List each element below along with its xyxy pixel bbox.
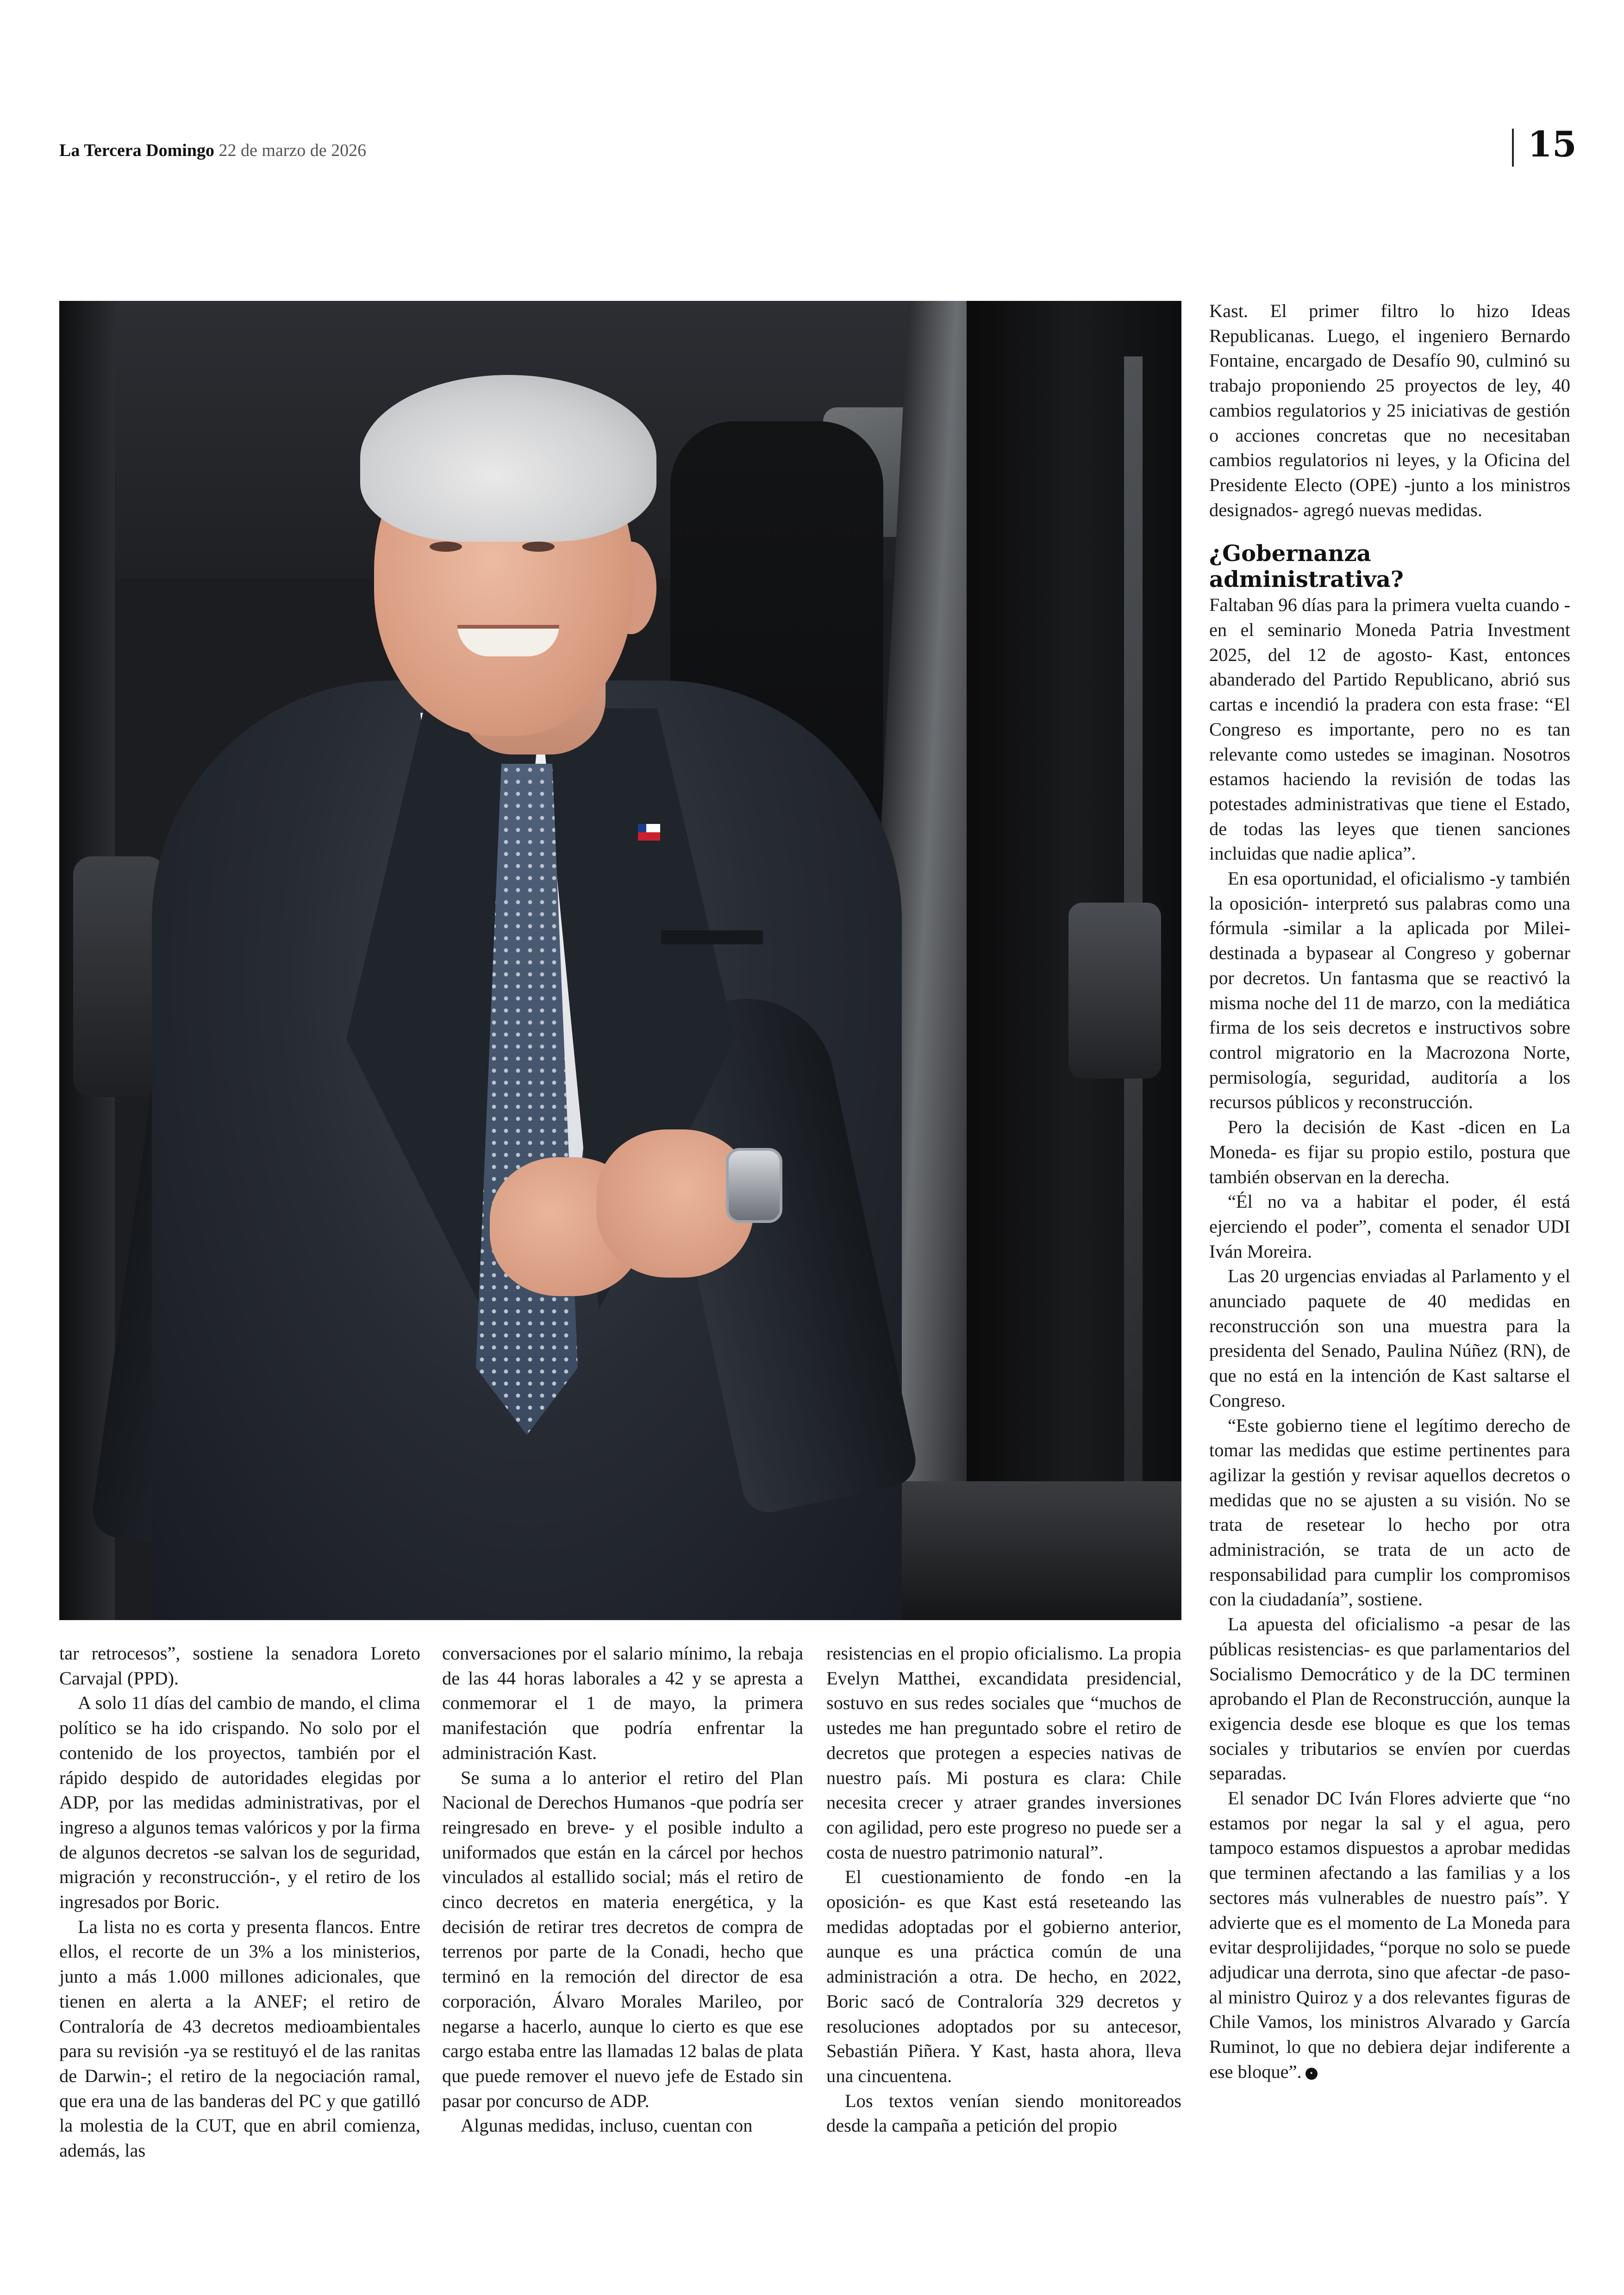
paragraph: La apuesta del oficialismo -a pesar de las públicas resistencias- es que parlamentarios del Socialismo Democrático y de la DC terminen aprobando el Plan de Reconstrucción, aunque la exigencia desde ese bloque es que los temas sociales y tributarios se envíen por cuerdas separadas. xyxy=(1209,1614,1570,1784)
photo-man-exiting-car xyxy=(59,301,1181,1620)
paragraph: Faltaban 96 días para la primera vuelta cuando -en el seminario Moneda Patria Investment 2025, del 12 de agosto- Kast, entonces abanderado del Partido Republicano, abrió sus cartas e incendió la pradera con esta frase: “El Congreso es importante, pero no es tan relevante como ustedes se imaginan. Nosotros estamos haciendo la revisión de todas las potestades administrativas que tiene el Estado, de todas las leyes que tienen sanciones incluidas que nadie aplica”. xyxy=(1209,594,1570,864)
paragraph: Las 20 urgencias enviadas al Parlamento y el anunciado paquete de 40 medidas en reconstrucción son una muestra para la presidenta del Senado, Paulina Núñez (RN), de que no está en la intención de Kast saltarse el Congreso. xyxy=(1209,1266,1570,1411)
paragraph: tar retrocesos”, sostiene la senadora Loreto Carvajal (PPD). xyxy=(59,1643,420,1689)
paragraph: El cuestionamiento de fondo -en la oposición- es que Kast está reseteando las medidas adoptadas por el gobierno anterior, aunque es una práctica común de una administración a otra. De hecho, en 2022, Boric sacó de Contraloría 329 decretos y resoluciones adoptados por su antecesor, Sebastián Piñera. Y Kast, hasta ahora, lleva una cincuentena. xyxy=(826,1866,1181,2086)
newspaper-name: La Tercera Domingo xyxy=(59,141,214,160)
text-column-4 xyxy=(1209,299,1570,2084)
text-column-3 xyxy=(826,1641,1181,2138)
page-number: 15 xyxy=(1528,124,1577,165)
header-divider xyxy=(1512,129,1514,167)
paragraph: resistencias en el propio oficialismo. La propia Evelyn Matthei, excandidata presidencial, sostuvo en sus redes sociales que “muchos de ustedes me han preguntado sobre el retiro de decretos que protegen a especies nativas de nuestro país. Mi postura es clara: Chile necesita crecer y atraer grandes inversiones con agilidad, pero este progreso no puede ser a costa de nuestro patrimonio natural”. xyxy=(826,1643,1181,1863)
paragraph: “Este gobierno tiene el legítimo derecho de tomar las medidas que estime pertinentes para agilizar la gestión y revisar aquellos decretos o medidas que no se ajusten a su visión. No se trata de resetear lo hecho por otra administración, se trata de un acto de responsabilidad para cumplir los compromisos con la ciudadanía”, sostiene. xyxy=(1209,1415,1570,1610)
paragraph-text: El senador DC Iván Flores advierte que “no estamos por negar la sal y el agua, pero tampoco estamos dispuestos a aprobar medidas que terminen afectando a las familias y a los sectores más vulnerables de nuestro país”. Y advierte que es el momento de La Moneda para evitar desprolijidades, “porque no solo se puede adjudicar una derrota, sino que afectar -de paso- al ministro Quiroz y a dos relevantes figuras de Chile Vamos, los ministros Alvarado y García Ruminot, lo que no debiera dejar indiferente a ese bloque”. xyxy=(1209,1788,1570,2082)
publication-date: 22 de marzo de 2026 xyxy=(219,141,367,160)
chile-flag-pin-icon xyxy=(638,824,660,841)
paragraph: “Él no va a habitar el poder, él está ejerciendo el poder”, comenta el senador UDI Iván Moreira. xyxy=(1209,1191,1570,1262)
photo-breast-pocket xyxy=(661,930,763,944)
photo-left-eye xyxy=(430,542,462,552)
paragraph: Los textos venían siendo monitoreados desde la campaña a petición del propio xyxy=(826,2090,1181,2136)
paragraph: conversaciones por el salario mínimo, la rebaja de las 44 horas laborales a 42 y se apresta a conmemorar el 1 de mayo, la primera manifestación que podría enfrentar la administración Kast. xyxy=(442,1643,803,1763)
paragraph-final xyxy=(1209,1786,1570,2084)
end-of-article-icon: • xyxy=(1305,2068,1318,2080)
paragraph: Algunas medidas, incluso, cuentan con xyxy=(461,2115,753,2136)
paragraph: En esa oportunidad, el oficialismo -y también la oposición- interpretó sus palabras como una fórmula -similar a la aplicada por Milei- destinada a bypasear al Congreso y gobernar por decretos. Un fantasma que se reactivó la misma noche del 11 de marzo, con la mediática firma de los seis decretos e instructivos sobre control migratorio en la Macrozona Norte, permisología, seguridad, auditoría a los recursos públicos y reconstrucción. xyxy=(1209,868,1570,1113)
photo-right-eye xyxy=(522,542,555,552)
paragraph: Se suma a lo anterior el retiro del Plan Nacional de Derechos Humanos -que podría ser reingresado en breve- y el posible indulto a uniformados que están en la cárcel por hechos vinculados al estallido social; más el retiro de cinco decretos en materia energética, y la decisión de retirar tres decretos de compra de terrenos por parte de la Conadi, hecho que terminó en la remoción del director de esa corporación, Álvaro Morales Marileo, por negarse a hacerlo, aunque lo cierto es que ese cargo estaba entre las llamadas 12 balas de plata que puede remover el nuevo jefe de Estado sin pasar por concurso de ADP. xyxy=(442,1767,803,2111)
paragraph: Pero la decisión de Kast -dicen en La Moneda- es fijar su propio estilo, postura que también observan en la derecha. xyxy=(1209,1116,1570,1187)
wristwatch-icon xyxy=(726,1148,782,1223)
paragraph: Kast. El primer filtro lo hizo Ideas Republicanas. Luego, el ingeniero Bernardo Fontaine, encargado de Desafío 90, culminó su trabajo proponiendo 25 proyectos de ley, 40 cambios regulatorios y 25 iniciativas de gestión o acciones concretas que no necesitaban cambios regulatorios ni leyes, y la Oficina del Presidente Electo (OPE) -junto a los ministros designados- agregó nuevas medidas. xyxy=(1209,300,1570,520)
photo-door-handle xyxy=(1068,903,1161,1079)
page-header xyxy=(59,139,366,162)
text-column-1 xyxy=(59,1641,420,2163)
photo-hair xyxy=(360,375,656,542)
paragraph: A solo 11 días del cambio de mando, el clima político se ha ido crispando. No solo por el contenido de los proyectos, también por el rápido despido de autoridades elegidas por ADP, por las medidas administrativas, por el ingreso a algunos temas valóricos y por la firma de algunos decretos -se salvan los de seguridad, migración y reconstrucción-, y el retiro de los ingresados por Boric. xyxy=(59,1692,420,1913)
paragraph: La lista no es corta y presenta flancos. Entre ellos, el recorte de un 3% a los ministerios, junto a más 1.000 millones adicionales, que tienen en alerta a la ANEF; el retiro de Contraloría de 43 decretos medioambientales para su revisión -ya se restituyó el de las ranitas de Darwin-; el retiro de la negociación ramal, que era una de las banderas del PC y que gatilló la molestia de la CUT, que en abril comienza, además, las xyxy=(59,1916,420,2161)
text-column-2 xyxy=(442,1641,803,2138)
photo-smile xyxy=(457,625,559,656)
section-subheading: ¿Gobernanza administrativa? xyxy=(1209,541,1404,593)
